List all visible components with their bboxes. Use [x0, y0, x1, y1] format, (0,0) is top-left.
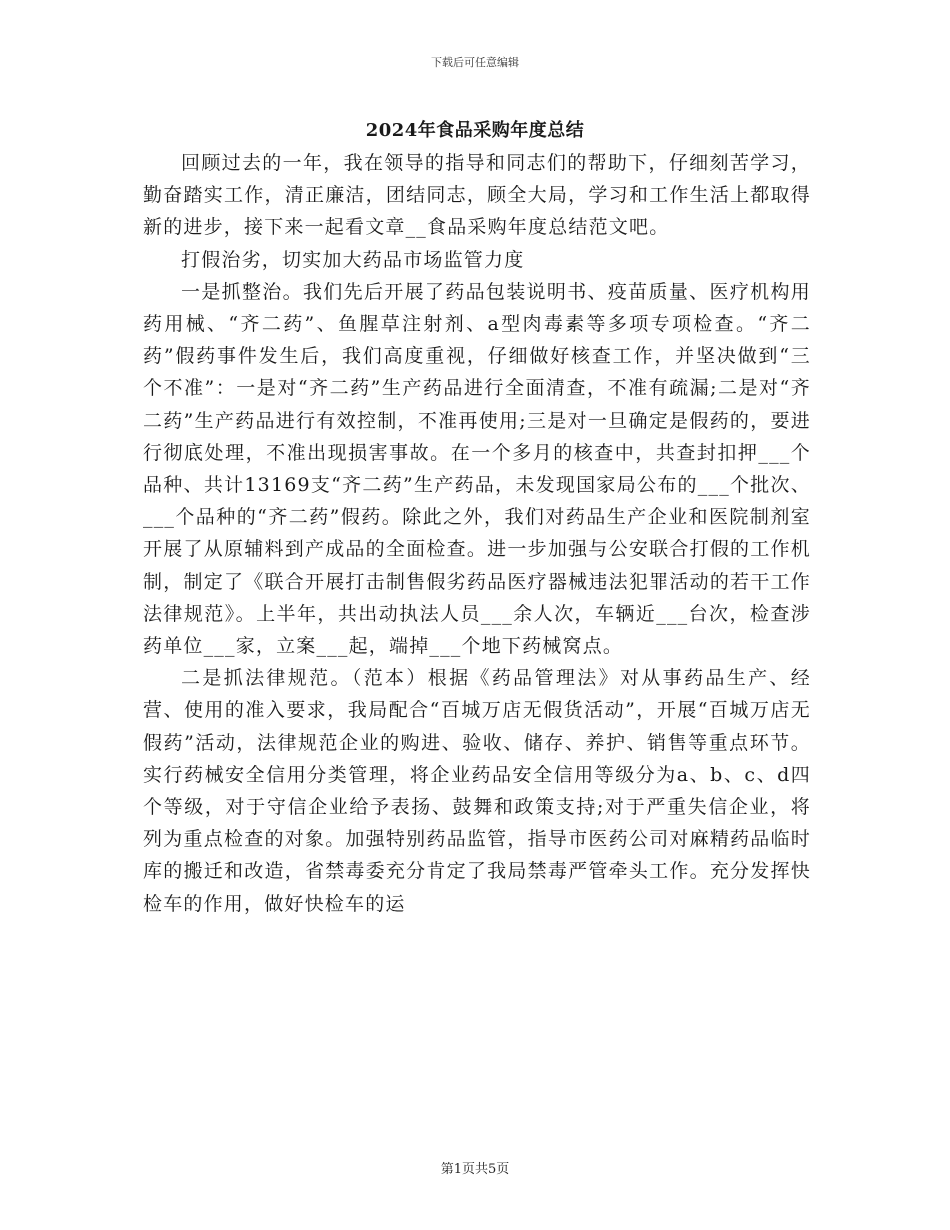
page-header-note: 下载后可任意编辑 [431, 56, 519, 69]
document-title: 2024年食品采购年度总结 [365, 120, 585, 141]
document-body [143, 147, 811, 920]
paragraph-regulation: 二是抓法律规范。（范本）根据《药品管理法》对从事药品生产、经营、使用的准入要求，我局配合“百城万店无假货活动”，开展“百城万店无假药”活动，法律规范企业的购进、验收、储存、养护、销售等重点环节。实行药械安全信用分类管理，将企业药品安全信用等级分为a、b、c、d四个等级，对于守信企业给予表扬、鼓舞和政策支持;对于严重失信企业，将列为重点检查的对象。加强特别药品监管，指导市医药公司对麻精药品临时库的搬迁和改造，省禁毒委充分肯定了我局禁毒严管牵头工作。充分发挥快检车的作用，做好快检车的运 [143, 667, 811, 915]
paragraph-heading: 打假治劣，切实加大药品市场监管力度 [181, 248, 525, 271]
paragraph-rectification: 一是抓整治。我们先后开展了药品包装说明书、疫苗质量、医疗机构用药用械、“齐二药”、鱼腥草注射剂、a型肉毒素等多项专项检查。“齐二药”假药事件发生后，我们高度重视，仔细做好核查工作，并坚决做到“三个不准”：一是对“齐二药”生产药品进行全面清查，不准有疏漏;二是对“齐二药”生产药品进行有效控制，不准再使用;三是对一旦确定是假药的，要进行彻底处理，不准出现损害事故。在一个多月的核查中，共查封扣押___个品种、共计13169支“齐二药”生产药品，未发现国家局公布的___个批次、___个品种的“齐二药”假药。除此之外，我们对药品生产企业和医院制剂室开展了从原辅料到产成品的全面检查。进一步加强与公安联合打假的工作机制，制定了《联合开展打击制售假劣药品医疗器械违法犯罪活动的若干工作法律规范》。上半年，共出动执法人员___余人次，车辆近___台次，检查涉药单位___家，立案___起，端掉___个地下药械窝点。 [143, 280, 811, 658]
paragraph-intro: 回顾过去的一年，我在领导的指导和同志们的帮助下，仔细刻苦学习，勤奋踏实工作，清正廉洁，团结同志，顾全大局，学习和工作生活上都取得新的进步，接下来一起看文章__食品采购年度总结范文吧。 [143, 152, 811, 239]
page-footer: 第1页共5页 [440, 1162, 510, 1177]
